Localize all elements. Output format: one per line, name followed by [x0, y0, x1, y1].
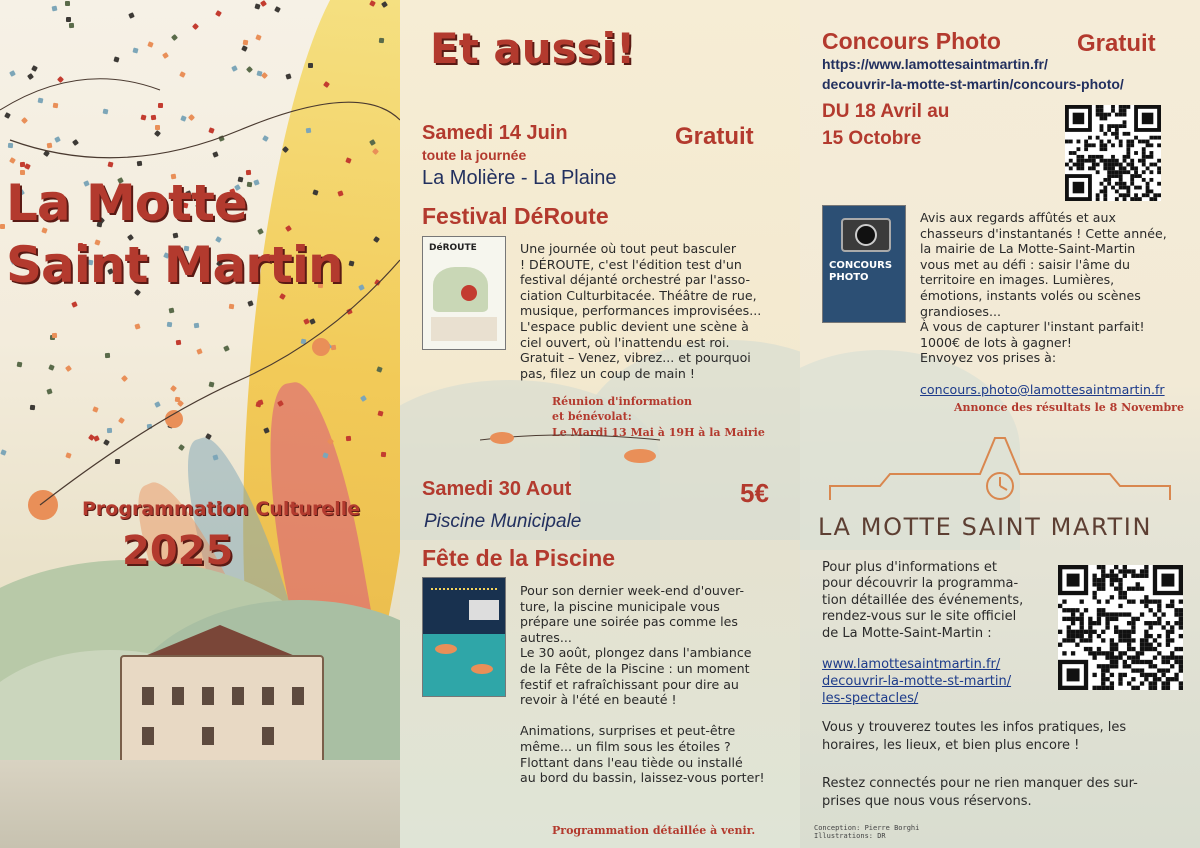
description-line: Une journée où tout peut basculer	[520, 241, 737, 256]
description-line: Avis aux regards affûtés et aux	[920, 210, 1116, 225]
description-line: même... un film sous les étoiles ?	[520, 738, 731, 754]
info-more-1: Vous y trouverez toutes les infos pratiques, les	[822, 720, 1127, 735]
description-line: de la Fête de la Piscine : un moment	[520, 660, 750, 676]
description-line: musique, performances improvisées...	[520, 303, 762, 319]
town-logo-text: LA MOTTE SAINT MARTIN	[818, 513, 1153, 541]
event1-price: Gratuit	[675, 123, 754, 150]
description-line: revoir à l'été en beauté !	[520, 692, 677, 708]
description-line: grandioses...	[920, 303, 1001, 319]
cover-subtitle: Programmation Culturelle	[82, 498, 361, 520]
info-link-1[interactable]: www.lamottesaintmartin.fr/	[822, 657, 1001, 672]
flyer-title-2: PHOTO	[829, 272, 869, 283]
event1-meeting-line2: et bénévolat:	[552, 410, 632, 423]
event1-location: La Molière - La Plaine	[422, 167, 617, 189]
description-line: au bord du bassin, laissez-vous porter!	[520, 770, 765, 786]
description-line: Envoyez vos prises à:	[920, 350, 1057, 366]
event2-title: Fête de la Piscine	[422, 545, 616, 571]
contest-qr-code-icon[interactable]	[1065, 105, 1161, 201]
description-line: Le 30 août, plongez dans l'ambiance	[520, 645, 752, 661]
cover-year: 2025	[122, 528, 234, 574]
town-hall-building	[120, 655, 324, 769]
events-panel	[400, 0, 800, 848]
credits-design: Conception: Pierre Borghi	[814, 824, 920, 832]
description-line: pas, filez un coup de main !	[520, 365, 695, 381]
info-panel	[800, 0, 1200, 848]
event2-footer: Programmation détaillée à venir.	[552, 824, 756, 837]
contest-url-line2[interactable]: decouvrir-la-motte-st-martin/concours-photo/	[822, 76, 1124, 92]
title-line-2: Saint Martin	[6, 236, 343, 294]
description-line: À vous de capturer l'instant parfait!	[920, 319, 1145, 335]
description-line: L'espace public devient une scène à	[520, 318, 749, 334]
description-line: Animations, surprises et peut-être	[520, 723, 736, 739]
contest-title: Concours Photo	[822, 28, 1001, 54]
event2-description	[520, 583, 795, 786]
description-line: ciel ouvert, où l'inattendu est roi.	[520, 334, 730, 350]
description-line: la mairie de La Motte-Saint-Martin	[920, 241, 1136, 257]
description-line: rendez-vous sur le site officiel	[822, 609, 1017, 625]
contest-email-link[interactable]	[920, 382, 1165, 398]
description-line: prépare une soirée pas comme les	[520, 614, 738, 630]
info-description	[822, 560, 1052, 642]
info-more-2: horaires, les lieux, et bien plus encore !	[822, 738, 1080, 753]
credits-illustrations: Illustrations: DR	[814, 832, 886, 840]
program-qr-code-icon[interactable]	[1058, 565, 1183, 690]
info-link-2[interactable]: decouvrir-la-motte-st-martin/	[822, 674, 1012, 689]
event1-meeting-line3: Le Mardi 13 Mai à 19H à la Mairie	[552, 426, 765, 439]
description-line: chasseurs d'instantanés ! Cette année,	[920, 225, 1167, 241]
description-line: tion détaillée des événements,	[822, 592, 1024, 608]
festival-deroute-poster: DéROUTE	[422, 236, 506, 350]
flyer-title-1: CONCOURS	[829, 260, 893, 271]
plaza-ground	[0, 760, 400, 848]
event1-time: toute la journée	[422, 147, 527, 163]
event1-date: Samedi 14 Juin	[422, 122, 568, 144]
section-heading: Et aussi!	[430, 24, 636, 73]
contest-photo-flyer	[822, 205, 906, 323]
event1-meeting-line1: Réunion d'information	[552, 395, 692, 408]
description-line: festival déjanté orchestré par l'asso-	[520, 272, 751, 288]
contest-price: Gratuit	[1077, 30, 1156, 57]
description-line: de La Motte-Saint-Martin :	[822, 625, 992, 641]
event1-description	[520, 241, 790, 381]
contest-url-line1[interactable]: https://www.lamottesaintmartin.fr/	[822, 56, 1048, 72]
description-line: émotions, instants volés ou scènes	[920, 287, 1141, 303]
description-line: Flottant dans l'eau tiède ou installé	[520, 754, 743, 770]
event1-title: Festival DéRoute	[422, 203, 609, 229]
contest-results: Annonce des résultats le 8 Novembre	[954, 401, 1184, 414]
info-links	[822, 656, 1011, 707]
description-line	[520, 708, 795, 724]
description-line: vous met au défi : saisir l'âme du	[920, 256, 1130, 272]
contest-email[interactable]: concours.photo@lamottesaintmartin.fr	[920, 382, 1165, 397]
description-line: ture, la piscine municipale vous	[520, 598, 720, 614]
event2-date: Samedi 30 Aout	[422, 478, 572, 500]
event2-location: Piscine Municipale	[424, 511, 582, 532]
info-more-3: Restez connectés pour ne rien manquer des sur-	[822, 776, 1138, 791]
cover-panel	[0, 0, 400, 848]
description-line: Gratuit – Venez, vibrez... et pourquoi	[520, 350, 751, 366]
piscine-event-illustration	[422, 577, 506, 697]
cover-title	[6, 172, 386, 296]
description-line: Pour son dernier week-end d'ouver-	[520, 583, 744, 598]
description-line: pour découvrir la programma-	[822, 576, 1019, 592]
event2-price: 5€	[740, 478, 769, 508]
garland-decoration	[480, 420, 700, 470]
credits	[814, 824, 919, 840]
description-line: 1000€ de lots à gagner!	[920, 334, 1072, 350]
description-line: ciation Culturbitacée. Théâtre de rue,	[520, 287, 757, 303]
info-more-4: prises que nous vous réservons.	[822, 794, 1032, 809]
description-line: territoire en images. Lumières,	[920, 272, 1115, 288]
contest-dates-line1: DU 18 Avril au	[822, 101, 950, 122]
description-line: autres...	[520, 629, 572, 645]
contest-description	[920, 210, 1190, 366]
contest-dates-line2: 15 Octobre	[822, 128, 922, 149]
description-line: Pour plus d'informations et	[822, 560, 997, 575]
description-line: ! DÉROUTE, c'est l'édition test d'un	[520, 256, 742, 272]
town-logo-outline	[820, 430, 1180, 520]
description-line: festif et rafraîchissant pour dire au	[520, 676, 739, 692]
info-link-3[interactable]: les-spectacles/	[822, 691, 919, 706]
title-line-1: La Motte	[6, 174, 247, 232]
